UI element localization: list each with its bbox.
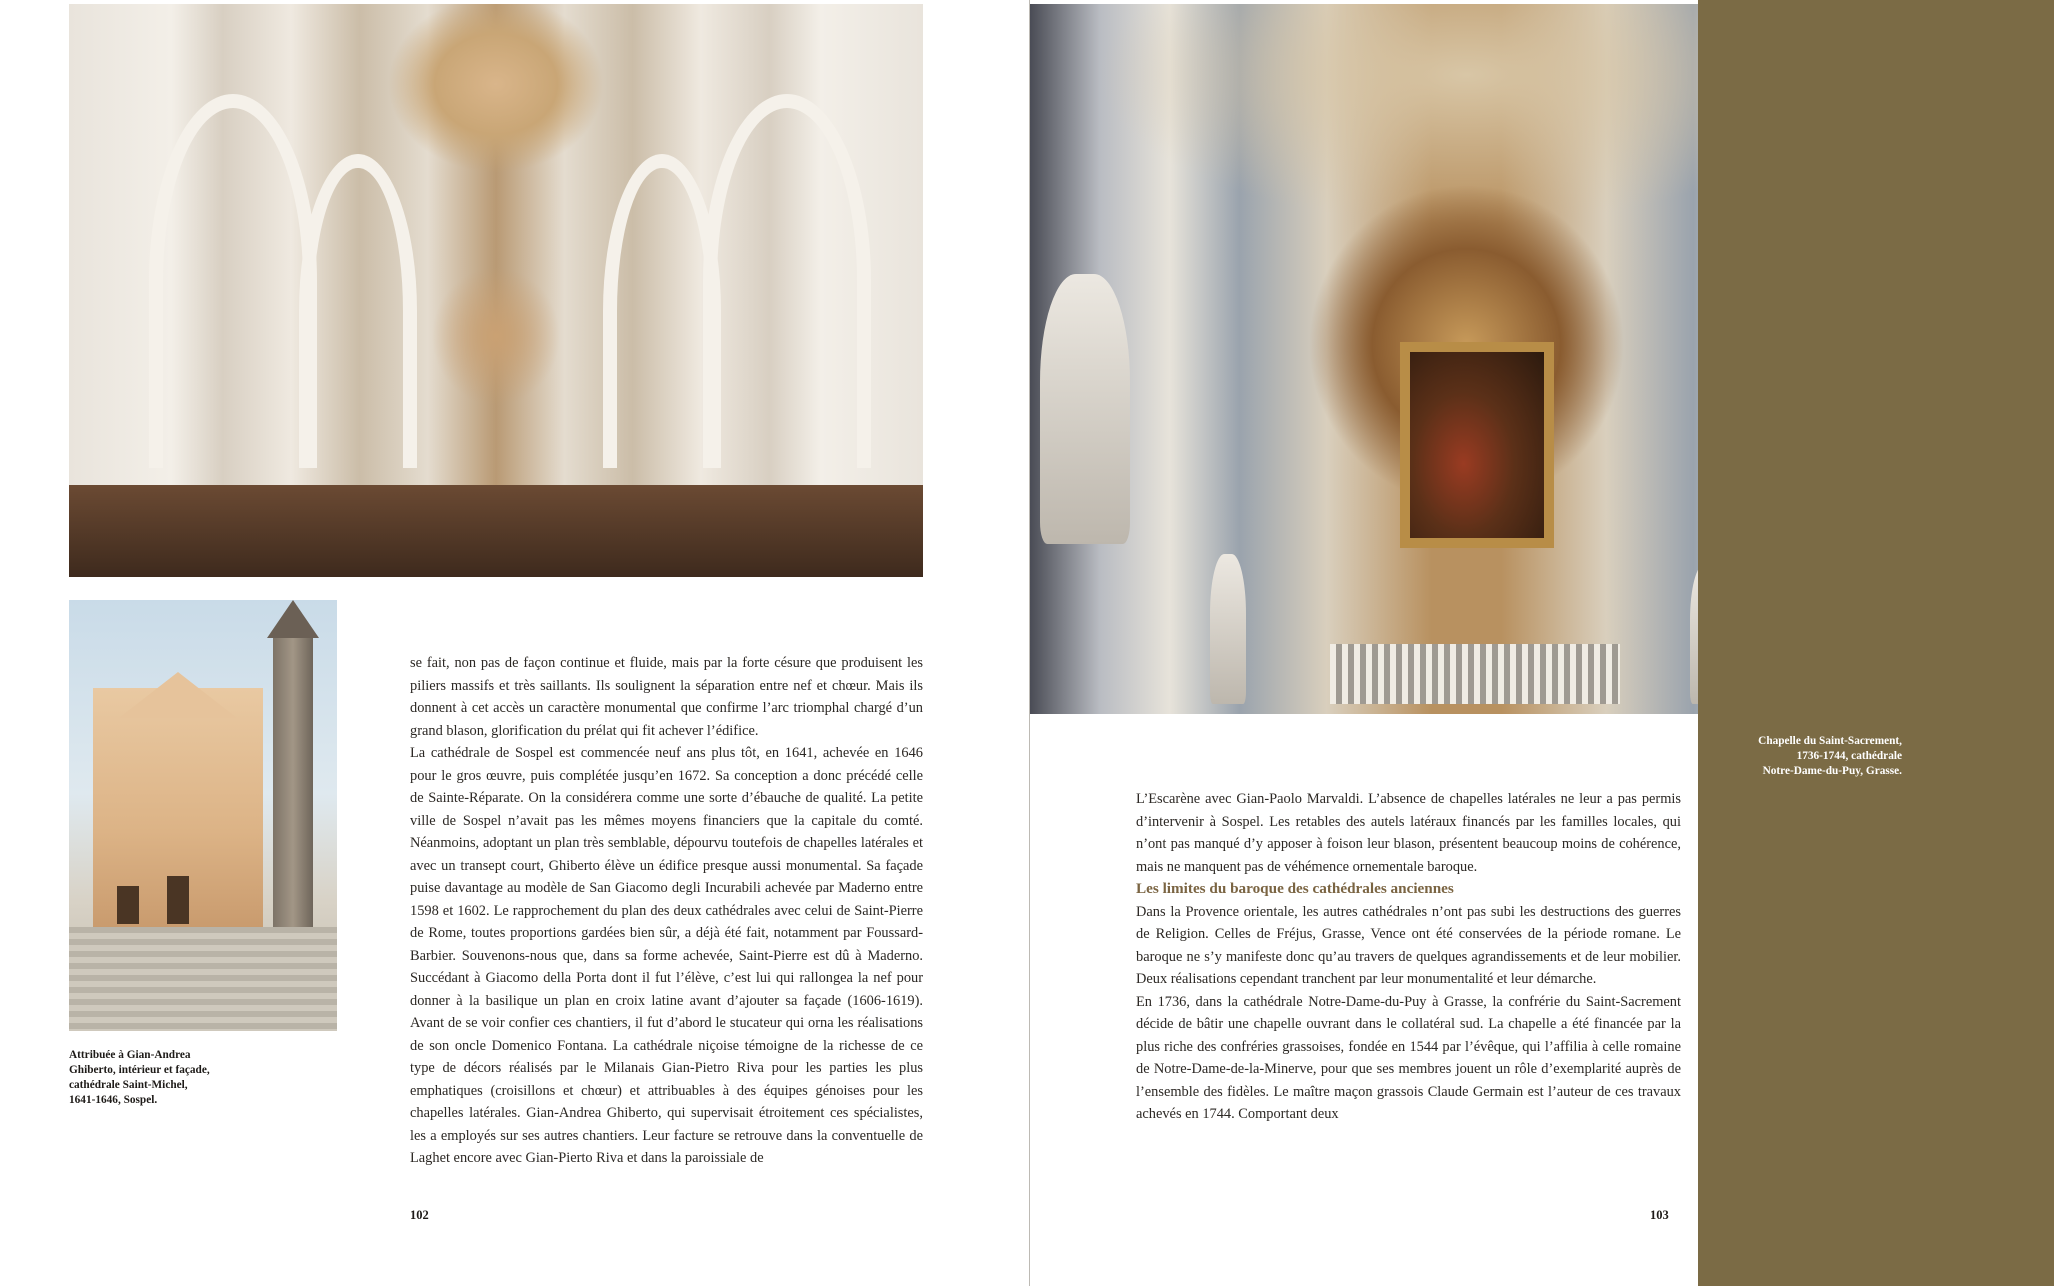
right-body-text — [1136, 788, 1681, 1126]
left-photo-caption — [69, 1048, 299, 1108]
statue-left — [1040, 274, 1130, 544]
caption-line: Notre-Dame-du-Puy, Grasse. — [1762, 765, 1902, 777]
section-subheading: Les limites du baroque des cathédrales anciennes — [1136, 880, 1454, 897]
church-side-door — [117, 886, 139, 924]
paragraph: La cathédrale de Sospel est commencée neuf ans plus tôt, en 1641, achevée en 1646 pour le gros œuvre, puis complétée jusqu’en 1672. Sa conception a donc précédé celle de Sainte-Réparate. On la considérera comme une sorte d’ébauche de qualité. La petite ville de Sospel n’avait pas les mêmes moyens financiers que la capitale du comté. Néanmoins, adoptant un plan très semblable, dépourvu toutefois de chapelles latérales et avec un transept court, Ghiberto élève un édifice presque aussi monumental. Sa façade puise davantage au modèle de San Giacomo degli Incurabili achevée par Maderno entre 1598 et 1602. Le rapprochement du plan des deux cathédrales avec celui de Saint-Pierre de Rome, toutes proportions gardées bien sûr, a déjà été fait, notamment par Foussard-Barbier. Souvenons-nous que, dans sa forme achevée, Saint-Pierre est dû à Maderno. Succédant à Giacomo della Porta dont il fut l’élève, c’est lui qui rallongea la nef pour donner à la basilique un plan en croix latine avant d’ajouter sa façade (1606-1619). Avant de se voir confier ces chantiers, il fut d’abord le stucateur qui orna les réalisations de son oncle Domenico Fontana. La cathédrale niçoise témoigne de la richesse de ce type de décors réalisés par le Milanais Gian-Pietro Riva pour les parties les plus emphatiques (croisillons et chœur) et attribuables à des équipes génoises pour les chapelles latérales. Gian-Andrea Ghiberto, qui supervisait étroitement ces spécialistes, les a employés sur ses autres chantiers. Leur facture se retrouve dans la conventuelle de Laghet encore avec Gian-Pierto Riva et dans la paroissiale de — [410, 745, 923, 1166]
paragraph: se fait, non pas de façon continue et fluide, mais par la forte césure que produisent les piliers massifs et très saillants. Ils soulignent la séparation entre nef et chœur. Mais ils donnent à cet accès un caractère monumental que confirme l’arc triomphal chargé d’un grand blason, glorification du prélat qui fit achever l’édifice. — [410, 655, 923, 739]
altar-rail — [1330, 644, 1620, 704]
arch-inner-left — [299, 154, 417, 468]
nave-interior-photo — [69, 4, 923, 577]
nave-floor — [69, 485, 923, 577]
caption-line: 1736-1744, cathédrale — [1796, 750, 1902, 762]
bell-tower — [273, 630, 313, 930]
caption-line: 1641-1646, Sospel. — [69, 1094, 158, 1106]
church-steps — [69, 927, 337, 1031]
caption-line: cathédrale Saint-Michel, — [69, 1079, 188, 1091]
facade-photo — [69, 600, 337, 1031]
paragraph: En 1736, dans la cathédrale Notre-Dame-du-Puy à Grasse, la confrérie du Saint-Sacrement décide de bâtir une chapelle ouvrant dans le collatéral sud. La chapelle a été financée par la plus riche des confréries grassoises, fondée en 1544 par l’évêque, qui l’affilia à celle romaine de Notre-Dame-de-la-Minerve, pour que ses membres jouent un rôle d’exemplarité auprès de l’ensemble des fidèles. Le maître maçon grassois Claude Germain est l’auteur de ces travaux achevés en 1744. Comportant deux — [1136, 993, 1681, 1122]
arch-inner-right — [603, 154, 721, 468]
page-number-right: 103 — [1650, 1208, 1669, 1222]
paragraph: Dans la Provence orientale, les autres cathédrales n’ont pas subi les destructions des guerres de Religion. Celles de Fréjus, Grasse, Vence ont été conservées de la période romane. Le baroque ne s’y manifeste donc qu’au travers de quelques agrandissements et de leur mobilier. Deux réalisations cependant tranchent par leur monumentalité et leur démarche. — [1136, 903, 1681, 987]
bell-tower-spire — [267, 600, 319, 638]
statue-small-left — [1210, 554, 1246, 704]
caption-line: Ghiberto, intérieur et façade, — [69, 1064, 210, 1076]
arch-right — [703, 94, 871, 468]
church-door — [167, 876, 189, 924]
page-number-left: 102 — [410, 1208, 429, 1222]
arch-left — [149, 94, 317, 468]
left-body-text — [410, 652, 923, 1170]
altar-painting — [1400, 342, 1554, 548]
paragraph: L’Escarène avec Gian-Paolo Marvaldi. L’absence de chapelles latérales ne leur a pas permis d’intervenir à Sospel. Les retables des autels latéraux financés par les familles locales, qui n’ont pas manqué d’y apposer à foison leur blason, présentent beaucoup moins de cohérence, mais ne manquent pas de véhémence ornementale baroque. — [1136, 791, 1681, 875]
right-photo-caption — [1720, 734, 1902, 779]
caption-line: Chapelle du Saint-Sacrement, — [1758, 735, 1902, 747]
caption-line: Attribuée à Gian-Andrea — [69, 1049, 191, 1061]
color-band — [1698, 0, 2054, 1286]
